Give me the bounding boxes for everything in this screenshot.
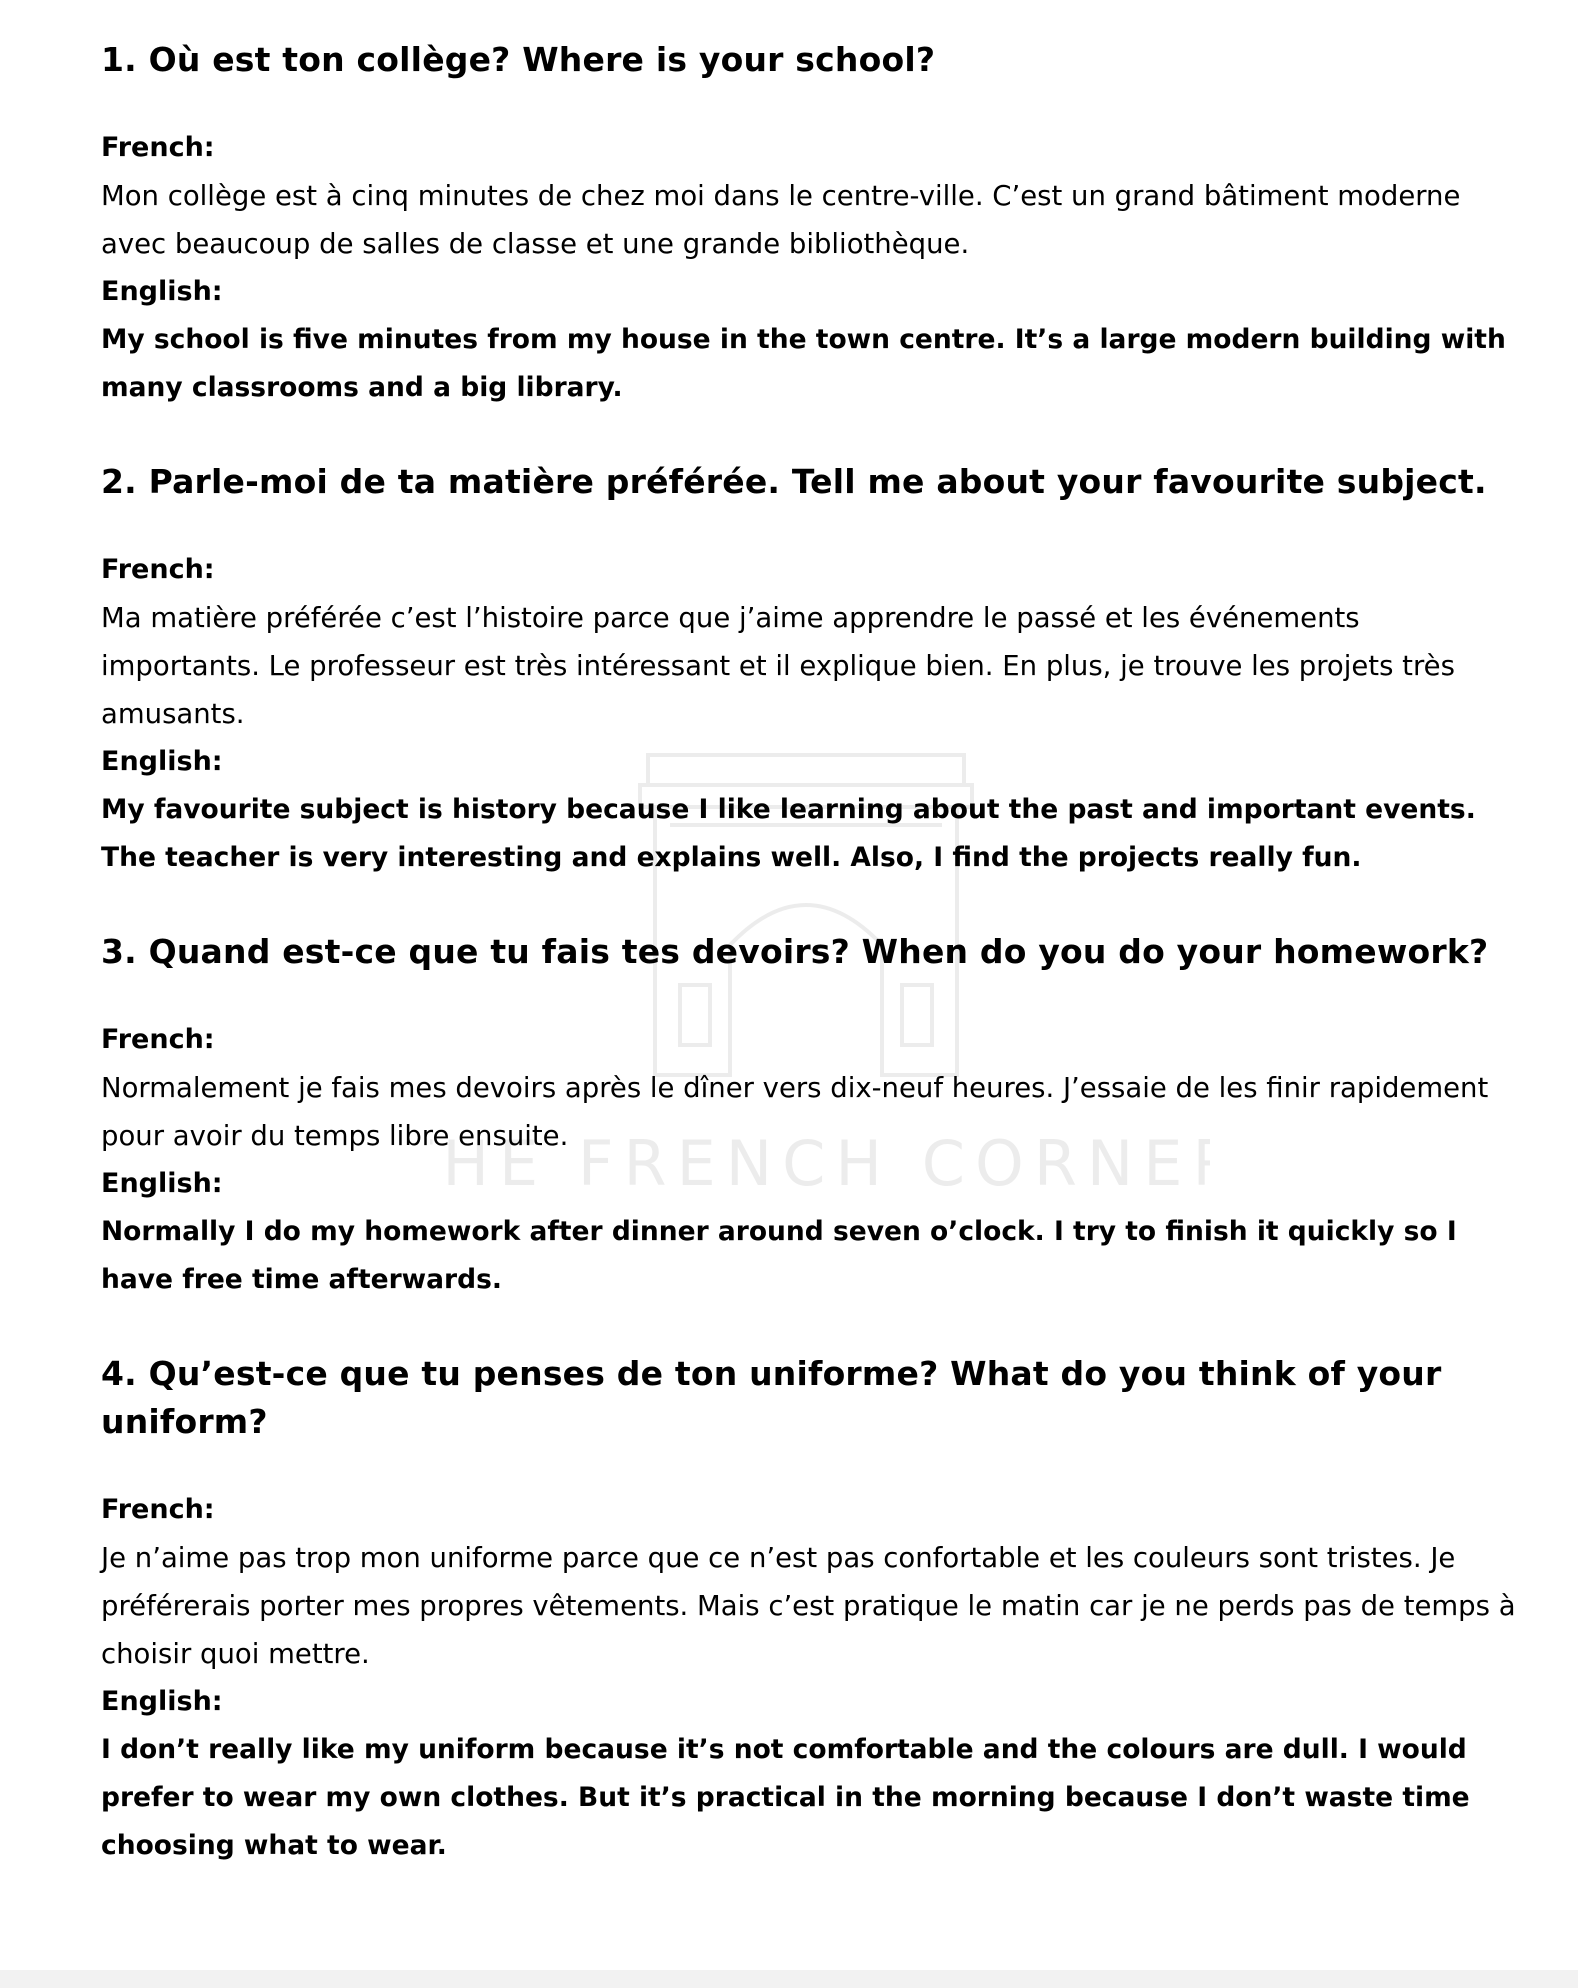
english-label: English: xyxy=(101,1686,223,1717)
watermark-text: THE FRENCH CORNER xyxy=(430,1127,1210,1200)
french-answer: Normalement je fais mes devoirs après le dîner vers dix-neuf heures. J’essaie de les finir rapidement pour avoir du temps libre ensuite. xyxy=(101,1072,1489,1152)
english-label: English: xyxy=(101,746,223,777)
french-answer: Je n’aime pas trop mon uniforme parce que ce n’est pas confortable et les couleurs sont tristes. Je préférerais porter mes propres vêtements. Mais c’est pratique le matin car je ne perds pas de temps à choisir quoi mettre. xyxy=(101,1542,1516,1670)
french-answer: Ma matière préférée c’est l’histoire parce que j’aime apprendre le passé et les événements importants. Le professeur est très intéressant et il explique bien. En plus, je trouve les projets très amusants. xyxy=(101,602,1455,730)
question-heading: 4. Qu’est-ce que tu penses de ton uniforme? What do you think of your uniform? xyxy=(101,1354,1442,1441)
qa-item xyxy=(101,36,1521,412)
qa-list xyxy=(101,36,1521,1870)
qa-item xyxy=(101,1350,1521,1870)
english-label: English: xyxy=(101,1168,223,1199)
french-answer: Mon collège est à cinq minutes de chez moi dans le centre-ville. C’est un grand bâtiment moderne avec beaucoup de salles de classe et une grande bibliothèque. xyxy=(101,180,1461,260)
page-bottom-edge xyxy=(0,1970,1578,1988)
question-heading: 3. Quand est-ce que tu fais tes devoirs? When do you do your homework? xyxy=(101,932,1489,971)
question-heading: 2. Parle-moi de ta matière préférée. Tell me about your favourite subject. xyxy=(101,462,1487,501)
english-label: English: xyxy=(101,276,223,307)
english-answer: My favourite subject is history because I like learning about the past and important events. The teacher is very interesting and explains well. Also, I find the projects really fun. xyxy=(101,794,1476,873)
english-answer: I don’t really like my uniform because it’s not comfortable and the colours are dull. I would prefer to wear my own clothes. But it’s practical in the morning because I don’t waste time choosing what to wear. xyxy=(101,1734,1470,1861)
french-label: French: xyxy=(101,1494,215,1525)
english-answer: Normally I do my homework after dinner around seven o’clock. I try to finish it quickly so I have free time afterwards. xyxy=(101,1216,1457,1295)
french-label: French: xyxy=(101,132,215,163)
qa-item xyxy=(101,928,1521,1304)
qa-item xyxy=(101,458,1521,882)
english-answer: My school is five minutes from my house in the town centre. It’s a large modern building with many classrooms and a big library. xyxy=(101,324,1506,403)
question-heading: 1. Où est ton collège? Where is your school? xyxy=(101,40,936,79)
french-label: French: xyxy=(101,554,215,585)
french-label: French: xyxy=(101,1024,215,1055)
